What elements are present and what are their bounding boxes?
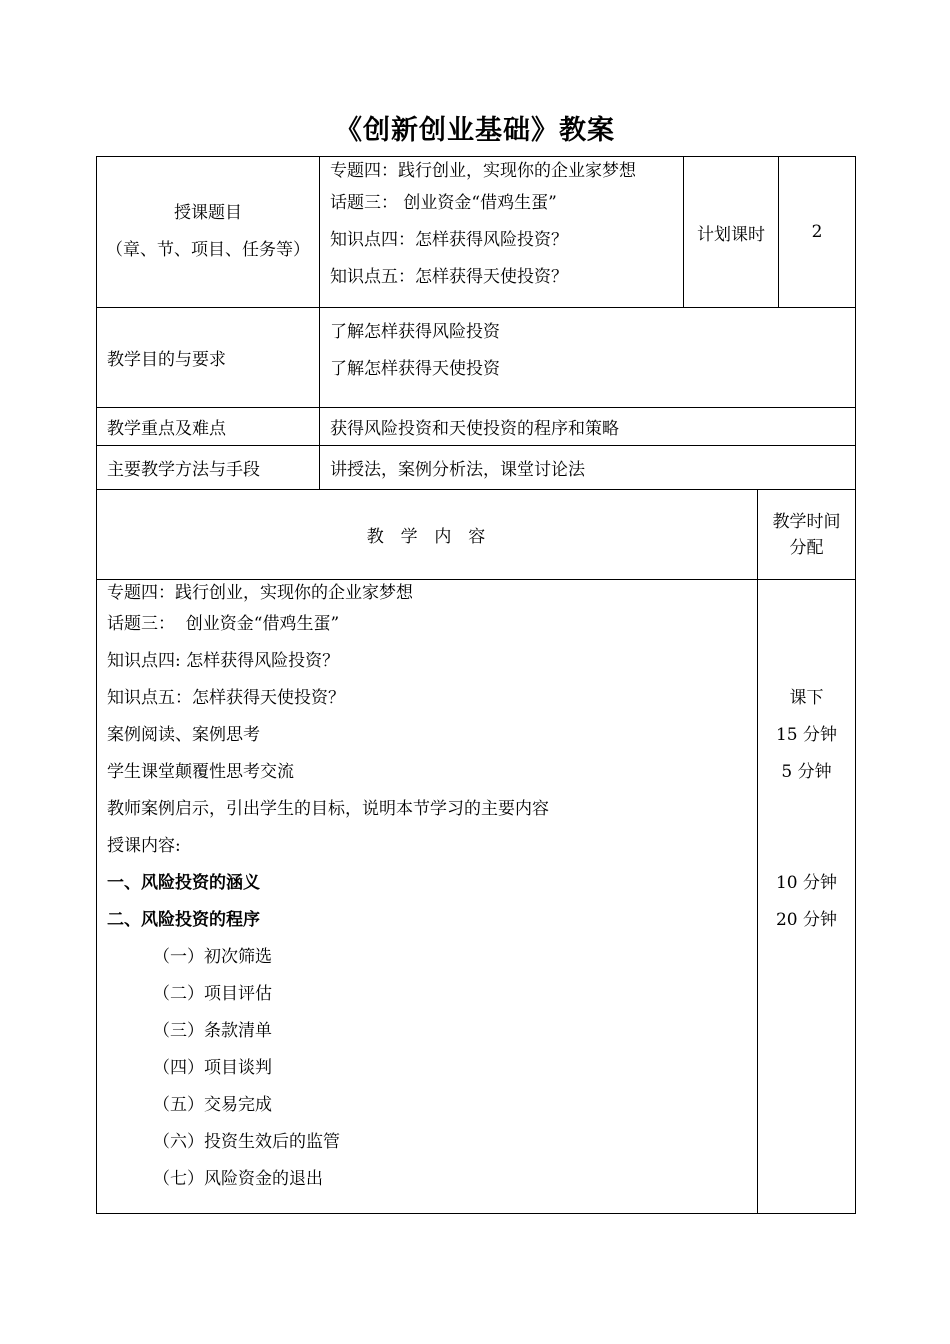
sub-item: （三）条款清单 <box>153 1021 272 1041</box>
time-line <box>758 580 855 606</box>
sub-item: （一）初次筛选 <box>153 947 272 967</box>
planned-hours-label: 计划课时 <box>684 157 779 308</box>
objective-line: 了解怎样获得风险投资 <box>330 322 500 342</box>
content-body <box>97 580 758 1214</box>
time-line: 10 分钟 <box>775 873 838 893</box>
content-line: 学生课堂颠覆性思考交流 <box>107 762 294 782</box>
content-line: 教师案例启示，引出学生的目标，说明本节学习的主要内容 <box>107 799 549 819</box>
topic-line: 知识点五：怎样获得天使投资？ <box>330 267 568 287</box>
time-header-line: 教学时间 <box>772 511 841 532</box>
objectives-label: 教学目的与要求 <box>97 308 320 408</box>
methods-label: 主要教学方法与手段 <box>97 446 320 490</box>
time-line <box>758 606 855 643</box>
time-line: 5 分钟 <box>781 762 832 782</box>
lesson-header-table <box>96 156 856 490</box>
content-line: 知识点四: 怎样获得风险投资？ <box>107 651 340 671</box>
content-line: 专题四：践行创业，实现你的企业家梦想 <box>107 583 413 603</box>
objective-line: 了解怎样获得天使投资 <box>330 359 500 379</box>
time-line <box>758 791 855 828</box>
topic-line: 知识点四：怎样获得风险投资？ <box>330 230 568 250</box>
topic-label: 授课题目 <box>174 203 242 223</box>
content-line: 知识点五：怎样获得天使投资？ <box>107 688 345 708</box>
time-body <box>758 580 856 1214</box>
topic-sublabel: （章、节、项目、任务等） <box>106 240 310 260</box>
content-line: 话题三： 创业资金“借鸡生蛋” <box>107 614 340 634</box>
key-points-value: 获得风险投资和天使投资的程序和策略 <box>320 408 856 446</box>
content-line: 授课内容: <box>107 836 181 856</box>
sub-item: （七）风险资金的退出 <box>153 1169 323 1189</box>
sub-item: （二）项目评估 <box>153 984 272 1004</box>
time-line <box>758 643 855 680</box>
topic-line: 话题三： 创业资金“借鸡生蛋” <box>330 193 557 213</box>
topic-line: 专题四：践行创业，实现你的企业家梦想 <box>330 161 636 181</box>
time-line: 20 分钟 <box>775 910 838 930</box>
time-header-line: 分配 <box>789 537 824 558</box>
time-header-cell <box>758 490 856 580</box>
section-heading: 一、风险投资的涵义 <box>107 873 260 893</box>
key-points-label: 教学重点及难点 <box>97 408 320 446</box>
content-line: 案例阅读、案例思考 <box>107 725 260 745</box>
sub-item: （六）投资生效后的监管 <box>153 1132 340 1152</box>
topic-content-cell <box>320 157 684 308</box>
content-header: 教 学 内 容 <box>97 490 758 580</box>
topic-label-cell <box>97 157 320 308</box>
planned-hours-value: 2 <box>779 157 856 308</box>
time-line <box>758 828 855 865</box>
methods-value: 讲授法，案例分析法，课堂讨论法 <box>320 446 856 490</box>
sub-item: （四）项目谈判 <box>153 1058 272 1078</box>
section-heading: 二、风险投资的程序 <box>107 910 260 930</box>
sub-item: （五）交易完成 <box>153 1095 272 1115</box>
objectives-cell <box>320 308 856 408</box>
time-line: 课下 <box>789 688 824 708</box>
time-line: 15 分钟 <box>775 725 838 745</box>
page-title: 《创新创业基础》教案 <box>335 115 615 146</box>
lesson-content-table <box>96 489 856 1214</box>
